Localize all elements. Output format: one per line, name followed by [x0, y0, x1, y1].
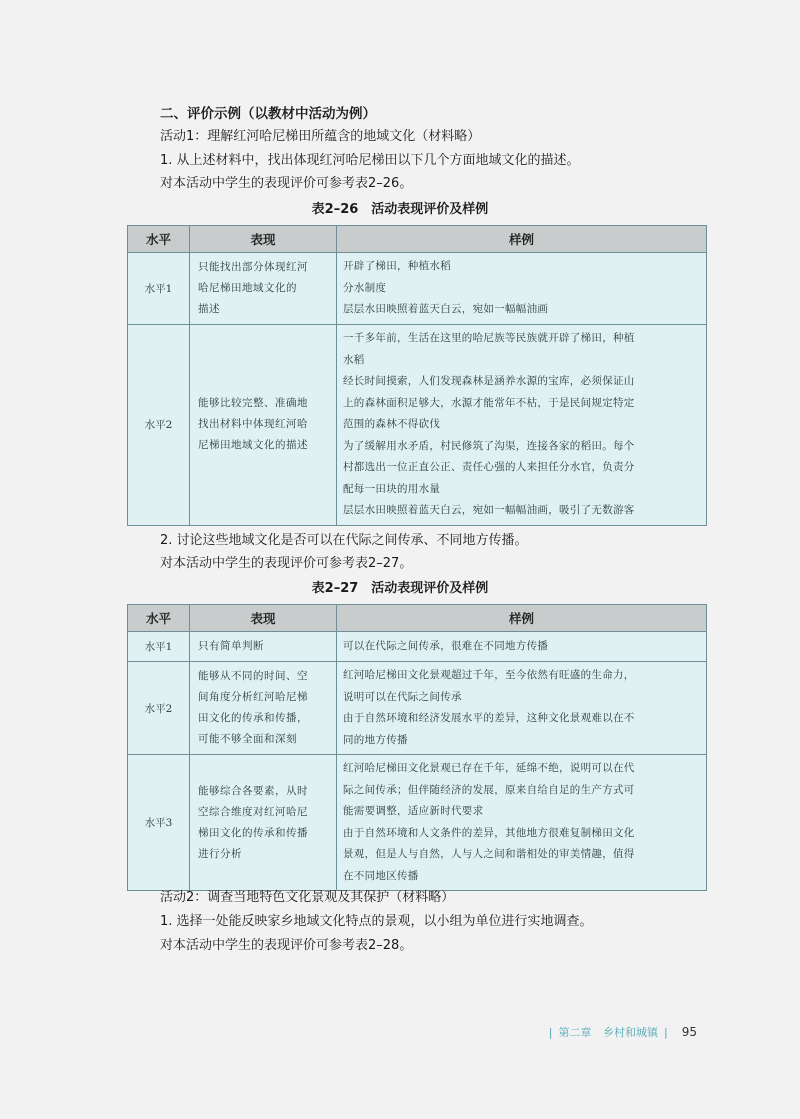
table26 [127, 225, 707, 526]
activity2-heading: 活动2：调查当地特色文化景观及其保护（材料略） [160, 890, 455, 905]
performance-line: 能够比较完整、准确地 [198, 397, 308, 410]
table26-header-level: 水平 [128, 226, 190, 253]
performance-line: 能够从不同的时间、空 [198, 670, 308, 682]
level-cell: 水平2 [128, 662, 190, 755]
level-cell: 水平2 [128, 325, 190, 526]
activity1-heading: 活动1：理解红河哈尼梯田所蕴含的地域文化（材料略） [160, 129, 481, 144]
samples-cell [337, 253, 707, 325]
performance-cell [190, 325, 337, 526]
performance-line: 找出材料中体现红河哈 [198, 418, 308, 431]
performance-line: 可能不够全面和深刻 [198, 733, 297, 745]
task2-text: 2. 讨论这些地域文化是否可以在代际之间传承、不同地方传播。 [160, 533, 528, 548]
table27 [127, 604, 707, 891]
samples-cell [337, 325, 707, 526]
performance-line: 间角度分析红河哈尼梯 [198, 691, 308, 703]
performance-line: 只能找出部分体现红河 [198, 261, 308, 273]
performance-line: 描述 [198, 303, 220, 315]
samples-cell [337, 755, 707, 891]
sample-line: 一千多年前，生活在这里的哈尼族等民族就开辟了梯田，种植 [343, 332, 635, 344]
table27-row [128, 632, 707, 662]
table27-header-samples: 样例 [337, 605, 707, 632]
performance-line: 能够综合各要素，从时 [198, 784, 308, 797]
performance-line: 哈尼梯田地域文化的 [198, 282, 297, 294]
level-cell: 水平1 [128, 253, 190, 325]
table27-header-level: 水平 [128, 605, 190, 632]
performance-line: 梯田文化的传承和传播 [198, 826, 308, 839]
table27-reference: 对本活动中学生的表现评价可参考表2–27。 [160, 556, 413, 571]
sample-line: 同的地方传播 [343, 733, 408, 746]
performance-line: 尼梯田地域文化的描述 [198, 439, 308, 452]
table27-header-performance: 表现 [190, 605, 337, 632]
task3-text: 1. 选择一处能反映家乡地域文化特点的景观，以小组为单位进行实地调查。 [160, 914, 593, 929]
sample-line: 能需要调整，适应新时代要求 [343, 805, 484, 817]
performance-line: 只有简单判断 [198, 640, 264, 652]
sample-line: 经长时间摸索，人们发现森林是涵养水源的宝库，必须保证山 [343, 375, 635, 387]
task1-text: 1. 从上述材料中，找出体现红河哈尼梯田以下几个方面地域文化的描述。 [160, 153, 580, 168]
performance-line: 空综合维度对红河哈尼 [198, 805, 308, 818]
footer-divider: | [664, 1026, 668, 1039]
sample-line: 红河哈尼梯田文化景观已存在千年，延绵不绝，说明可以在代 [343, 762, 635, 774]
sample-line: 为了缓解用水矛盾，村民修筑了沟渠，连接各家的稻田。每个 [343, 439, 635, 452]
sample-line: 说明可以在代际之间传承 [343, 690, 462, 703]
sample-line: 景观，但是人与自然，人与人之间和谐相处的审美情趣，值得 [343, 848, 635, 860]
sample-line: 上的森林面积足够大，水源才能常年不枯，于是民间规定特定 [343, 396, 635, 409]
footer-chapter: 第二章 [558, 1026, 592, 1039]
table27-header-row [128, 605, 707, 632]
level-cell: 水平1 [128, 632, 190, 662]
sample-line: 配每一田块的用水量 [343, 482, 441, 495]
sample-line: 红河哈尼梯田文化景观超过千年，至今依然有旺盛的生命力， [343, 669, 635, 681]
sample-line: 村都选出一位正直公正、责任心强的人来担任分水官，负责分 [343, 461, 635, 473]
samples-cell [337, 662, 707, 755]
sample-line: 在不同地区传播 [343, 869, 419, 882]
table28-reference: 对本活动中学生的表现评价可参考表2–28。 [160, 938, 413, 953]
section-title: 二、评价示例（以教材中活动为例） [160, 106, 376, 122]
samples-cell [337, 632, 707, 662]
sample-line: 由于自然环境和人文条件的差异，其他地方很难复制梯田文化 [343, 826, 635, 839]
page-footer [543, 1024, 697, 1040]
sample-line: 水稻 [343, 353, 365, 366]
footer-chapter-title: 乡村和城镇 [603, 1026, 658, 1039]
table26-caption: 表2–26 活动表现评价及样例 [311, 202, 489, 217]
sample-line: 层层水田映照着蓝天白云，宛如一幅幅油画，吸引了无数游客 [343, 504, 635, 516]
sample-line: 由于自然环境和经济发展水平的差异，这种文化景观难以在不 [343, 712, 635, 724]
table26-header-row [128, 226, 707, 253]
table26-reference: 对本活动中学生的表现评价可参考表2–26。 [160, 176, 413, 191]
table26-header-samples: 样例 [337, 226, 707, 253]
sample-line: 层层水田映照着蓝天白云，宛如一幅幅油画 [343, 303, 549, 316]
table26-header-performance: 表现 [190, 226, 337, 253]
performance-cell [190, 755, 337, 891]
sample-line: 际之间传承；但伴随经济的发展，原来自给自足的生产方式可 [343, 783, 635, 796]
table26-row [128, 325, 707, 526]
performance-line: 进行分析 [198, 847, 242, 860]
sample-line: 开辟了梯田，种植水稻 [343, 260, 451, 273]
table27-caption: 表2–27 活动表现评价及样例 [311, 581, 489, 596]
page-number: 95 [681, 1025, 697, 1039]
footer-divider: | [548, 1026, 553, 1039]
performance-cell [190, 253, 337, 325]
table27-row [128, 755, 707, 891]
table27-row [128, 662, 707, 755]
performance-line: 田文化的传承和传播， [198, 712, 308, 724]
sample-line: 分水制度 [343, 281, 387, 294]
table26-row [128, 253, 707, 325]
level-cell: 水平3 [128, 755, 190, 891]
performance-cell [190, 662, 337, 755]
performance-cell [190, 632, 337, 662]
sample-line: 可以在代际之间传承，很难在不同地方传播 [343, 639, 549, 652]
sample-line: 范围的森林不得砍伐 [343, 418, 441, 430]
